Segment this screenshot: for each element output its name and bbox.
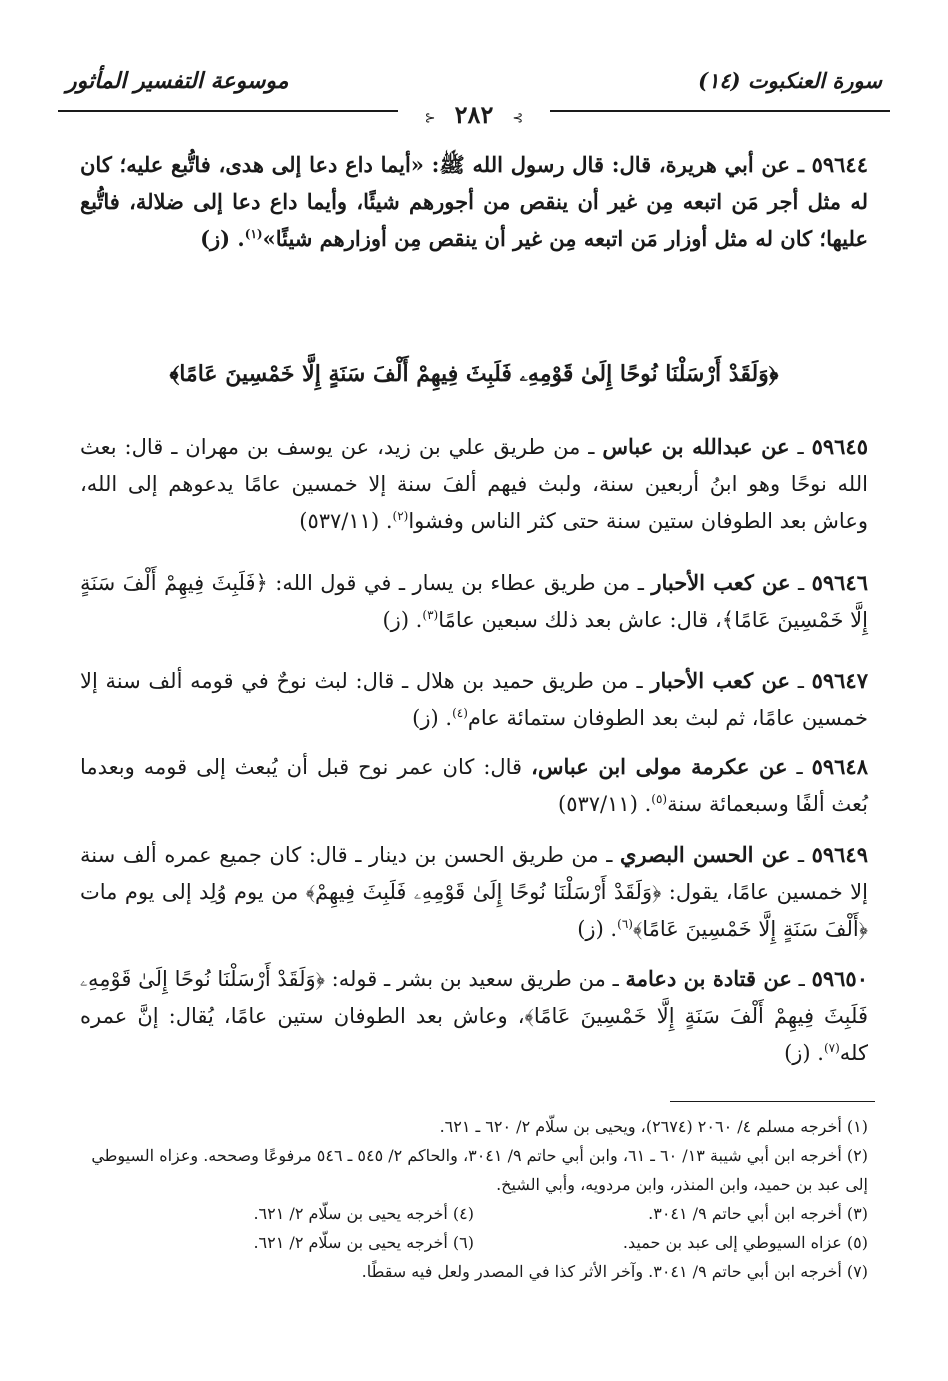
footnotes [80, 1112, 868, 1286]
work-title: موسوعة التفسير المأثور [66, 68, 289, 94]
ornament-left-icon: ⊰ [424, 111, 436, 126]
entry-text: ـ من طريق حميد بن هلال ـ قال: لبث نوحٌ في قومه ألف سنة إلا خمسين عامًا، ثم لبث بعد الطوفان ستمائة عام [80, 669, 868, 730]
entry-tail: . (٥٣٧/١١) [299, 509, 393, 533]
footnote-6: (٦) أخرجه يحيى بن سلّام ٢/ ٦٢١. [253, 1233, 474, 1252]
narrator: عن قتادة بن دعامة [625, 966, 792, 991]
athar-entry: ٥٩٦٤٨ ـ عن عكرمة مولى ابن عباس، قال: كان عمر نوح قبل أن يُبعث إلى قومه وبعدما بُعث ألفًا وسبعمائة سنة$^{(٥)}$. (٥٣٧/١١) [80, 754, 868, 816]
entry-text: ـ من طريق عطاء بن يسار ـ في قول الله: ﴿فَلَبِثَ فِيهِمْ أَلْفَ سَنَةٍ إِلَّا خَمْسِينَ عَامًا﴾، قال: عاش بعد ذلك سبعين عامًا [80, 571, 868, 632]
footnote-7: (٧) أخرجه ابن أبي حاتم ٩/ ٣٠٤١. وآخر الأثر كذا في المصدر ولعل فيه سقطًا. [361, 1262, 868, 1281]
athar-entry: ٥٩٦٤٧ ـ عن كعب الأحبار ـ من طريق حميد بن هلال ـ قال: لبث نوحٌ في قومه ألف سنة إلا خمسين عامًا، ثم لبث بعد الطوفان ستمائة عام$^{(٤)}$. (ز) [80, 668, 868, 730]
footnote-4: (٤) أخرجه يحيى بن سلّام ٢/ ٦٢١. [253, 1204, 474, 1223]
athar-entry: ٥٩٦٤٩ ـ عن الحسن البصري ـ من طريق الحسن بن دينار ـ قال: كان جميع عمره ألف سنة إلا خمسين عامًا، يقول: ﴿وَلَقَدْ أَرْسَلْنَا نُوحًا إِلَىٰ قَوْمِهِۦ فَلَبِثَ فِيهِمْ﴾ من يوم وُلِد إلى يوم مات ﴿أَلْفَ سَنَةٍ إِلَّا خَمْسِينَ عَامًا﴾$^{(٦)}$. (ز) [80, 842, 868, 941]
ornament-right-icon: ⊱ [512, 111, 524, 126]
entry-text: ـ من طريق سعيد بن بشر ـ قوله: ﴿وَلَقَدْ أَرْسَلْنَا نُوحًا إِلَىٰ قَوْمِهِۦ فَلَبِثَ فِيهِمْ أَلْفَ سَنَةٍ إِلَّا خَمْسِينَ عَامًا﴾، وعاش بعد الطوفان ستين عامًا، يُقال: إنَّ عمره كله [80, 967, 868, 1065]
footnote-3: (٣) أخرجه ابن أبي حاتم ٩/ ٣٠٤١. [648, 1204, 868, 1223]
entry-number: ٥٩٦٤٩ [811, 842, 868, 867]
footnote-ref: (٤) [452, 706, 468, 720]
entry-number: ٥٩٦٤٥ [811, 434, 868, 459]
footnote-row [80, 1228, 868, 1257]
entry-text: ـ عن أبي هريرة، قال: قال رسول الله ﷺ: «أيما داع دعا إلى هدى، فاتُّبع عليه؛ كان له مثل أجر مَن اتبعه مِن غير أن ينقص من أجورهم شيئًا، وأيما داع دعا إلى ضلالة، فاتُّبع عليها؛ كان له مثل أوزار مَن اتبعه مِن غير أن ينقص مِن أوزارهم شيئًا» [80, 152, 868, 251]
page-number: ٢٨٢ [454, 100, 494, 129]
footnote-5: (٥) عزاه السيوطي إلى عبد بن حميد. [622, 1233, 868, 1252]
narrator: عن الحسن البصري [619, 842, 791, 867]
page-header [58, 62, 890, 128]
entry-number: ٥٩٦٤٨ [811, 754, 868, 779]
entry-text: ـ من طريق الحسن بن دينار ـ قال: كان جميع عمره ألف سنة إلا خمسين عامًا، يقول: ﴿وَلَقَدْ أَرْسَلْنَا نُوحًا إِلَىٰ قَوْمِهِۦ فَلَبِثَ فِيهِمْ﴾ من يوم وُلِد إلى يوم مات ﴿أَلْفَ سَنَةٍ إِلَّا خَمْسِينَ عَامًا﴾ [80, 843, 868, 941]
entry-text: ـ من طريق علي بن زيد، عن يوسف بن مهران ـ قال: بعث الله نوحًا وهو ابنُ أربعين سنة، ولبث فيهم ألفَ سنة إلا خمسين عامًا يدعوهم إلى الله، وعاش بعد الطوفان ستين سنة حتى كثر الناس وفشوا [80, 435, 868, 533]
hadith-entry [80, 146, 868, 257]
footnote-ref: (٣) [422, 608, 439, 622]
footnote-ref: (٦) [617, 917, 633, 931]
narrator: عن عبدالله بن عباس [602, 434, 790, 459]
narrator: عن عكرمة مولى ابن عباس، [531, 754, 788, 779]
footnote-1: (١) أخرجه مسلم ٤/ ٢٠٦٠ (٢٦٧٤)، ويحيى بن سلّام ٢/ ٦٢٠ ـ ٦٢١. [439, 1117, 868, 1136]
footnote-2: (٢) أخرجه ابن أبي شيبة ١٣/ ٦٠ ـ ٦١، وابن أبي حاتم ٩/ ٣٠٤١، والحاكم ٢/ ٥٤٥ ـ ٥٤٦ مرفوعًا وصححه. وعزاه السيوطي إلى عبد بن حميد، وابن المنذر، وابن مردويه، وأبي الشيخ. [91, 1146, 868, 1194]
athar-entry: ٥٩٦٤٥ ـ عن عبدالله بن عباس ـ من طريق علي بن زيد، عن يوسف بن مهران ـ قال: بعث الله نوحًا وهو ابنُ أربعين سنة، ولبث فيهم ألفَ سنة إلا خمسين عامًا يدعوهم إلى الله، وعاش بعد الطوفان ستين سنة حتى كثر الناس وفشوا$^{(٢)}$. (٥٣٧/١١) [80, 434, 868, 533]
narrator: عن كعب الأحبار [650, 668, 790, 693]
narrator: عن كعب الأحبار [651, 570, 791, 595]
entry-number: ٥٩٦٥٠ [811, 966, 868, 991]
footnote-ref: (١) [244, 227, 263, 241]
entry-tail: . (٥٣٧/١١) [558, 792, 652, 816]
athar-entry: ٥٩٦٥٠ ـ عن قتادة بن دعامة ـ من طريق سعيد بن بشر ـ قوله: ﴿وَلَقَدْ أَرْسَلْنَا نُوحًا إِلَىٰ قَوْمِهِۦ فَلَبِثَ فِيهِمْ أَلْفَ سَنَةٍ إِلَّا خَمْسِينَ عَامًا﴾، وعاش بعد الطوفان ستين عامًا، يُقال: إنَّ عمره كله$^{(٧)}$. (ز) [80, 966, 868, 1065]
athar-entry: ٥٩٦٤٦ ـ عن كعب الأحبار ـ من طريق عطاء بن يسار ـ في قول الله: ﴿فَلَبِثَ فِيهِمْ أَلْفَ سَنَةٍ إِلَّا خَمْسِينَ عَامًا﴾، قال: عاش بعد ذلك سبعين عامًا$^{(٣)}$. (ز) [80, 570, 868, 632]
footnote-ref: (٥) [651, 792, 668, 806]
entry-number: ٥٩٦٤٦ [811, 570, 868, 595]
quran-verse: ﴿وَلَقَدْ أَرْسَلْنَا نُوحًا إِلَىٰ قَوْمِهِۦ فَلَبِثَ فِيهِمْ أَلْفَ سَنَةٍ إِلَّا خَمْسِينَ عَامًا﴾ [169, 361, 779, 387]
entry-number: ٥٩٦٤٧ [811, 668, 868, 693]
entry-number: ٥٩٦٤٤ [811, 152, 868, 177]
entry-tail: . (ز) [382, 608, 423, 632]
surah-title: سورة العنكبوت (١٤) [698, 68, 882, 93]
entry-text: قال: كان عمر نوح قبل أن يُبعث إلى قومه وبعدما بُعث ألفًا وسبعمائة سنة [80, 755, 868, 816]
footnote-ref: (٧) [823, 1041, 840, 1055]
footnote-row [80, 1199, 868, 1228]
entry-tail: . (ز) [412, 706, 453, 730]
entry-tail: . (ز) [200, 226, 245, 251]
footnote-separator [670, 1101, 875, 1102]
entry-tail: . (ز) [784, 1041, 824, 1065]
footnote-ref: (٢) [392, 509, 409, 523]
entry-tail: . (ز) [577, 917, 618, 941]
page-number-wrap [58, 100, 890, 129]
